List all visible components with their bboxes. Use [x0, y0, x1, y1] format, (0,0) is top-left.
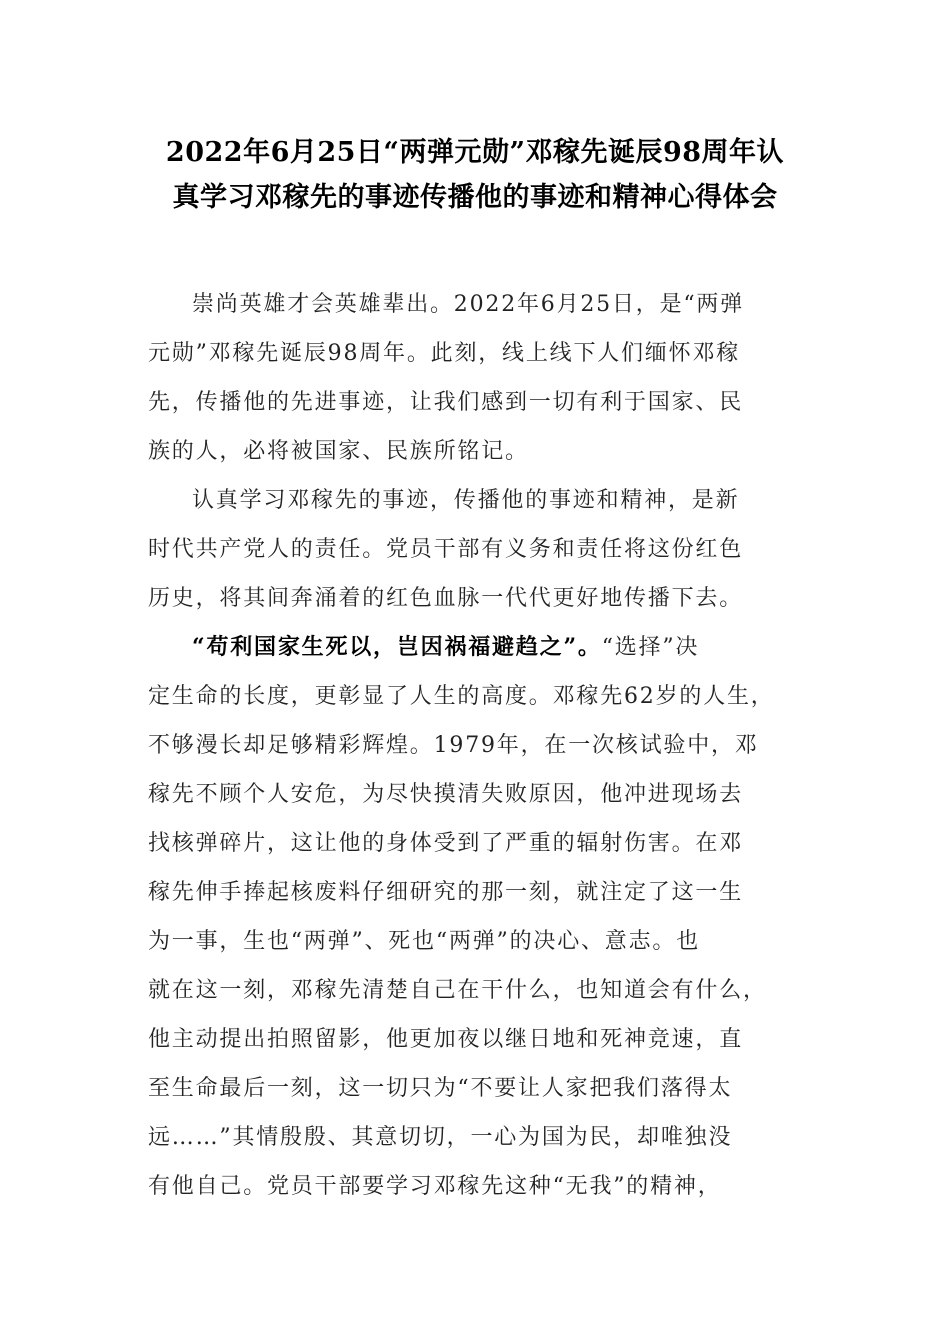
title-line: 2022年6月25日“两弹元勋”邓稼先诞辰98周年认: [165, 137, 785, 168]
paragraph-line: 元勋”邓稼先诞辰98周年。此刻，线上线下人们缅怀邓稼: [148, 341, 741, 366]
title-line: 真学习邓稼先的事迹传播他的事迹和精神心得体会: [172, 182, 778, 213]
paragraph-line: 稼先伸手捧起核废料仔细研究的那一刻，就注定了这一生: [148, 880, 744, 905]
paragraph: [148, 623, 828, 1211]
paragraph-line: 不够漫长却足够精彩辉煌。1979年，在一次核试验中，邓: [148, 733, 759, 758]
paragraph-line: 找核弹碎片，这让他的身体受到了严重的辐射伤害。在邓: [148, 831, 744, 856]
paragraph: [148, 476, 828, 623]
paragraph-line: 族的人，必将被国家、民族所铭记。: [148, 439, 529, 464]
paragraph-line: 时代共产党人的责任。党员干部有义务和责任将这份红色: [148, 537, 744, 562]
document-body: [148, 280, 828, 1211]
paragraph-line: 定生命的长度，更彰显了人生的高度。邓稼先62岁的人生，: [148, 684, 775, 709]
paragraph-line: 远……”其情殷殷、其意切切，一心为国为民，却唯独没: [148, 1125, 733, 1150]
paragraph-line: 至生命最后一刻，这一切只为“不要让人家把我们落得太: [148, 1076, 733, 1101]
paragraph-line: 稼先不顾个人安危，为尽快摸清失败原因，他冲进现场去: [148, 782, 744, 807]
paragraph-text: “选择”决: [601, 635, 700, 660]
paragraph-line: 崇尚英雄才会英雄辈出。2022年6月25日，是“两弹: [192, 292, 745, 317]
paragraph-line: 就在这一刻，邓稼先清楚自己在干什么，也知道会有什么，: [148, 978, 767, 1003]
paragraph-line: [148, 623, 828, 672]
paragraph-line: 历史，将其间奔涌着的红色血脉一代代更好地传播下去。: [148, 586, 744, 611]
paragraph-line: 他主动提出拍照留影，他更加夜以继日地和死神竞速，直: [148, 1027, 744, 1052]
paragraph-line: 有他自己。党员干部要学习邓稼先这种“无我”的精神，: [148, 1174, 722, 1199]
bold-quote: “苟利国家生死以，岂因祸福避趋之”。: [192, 634, 602, 660]
paragraph: [148, 280, 828, 476]
paragraph-line: 为一事，生也“两弹”、死也“两弹”的决心、意志。也: [148, 929, 700, 954]
document-title: [120, 130, 830, 220]
paragraph-line: 认真学习邓稼先的事迹，传播他的事迹和精神，是新: [192, 488, 740, 513]
paragraph-line: 先，传播他的先进事迹，让我们感到一切有利于国家、民: [148, 390, 744, 415]
